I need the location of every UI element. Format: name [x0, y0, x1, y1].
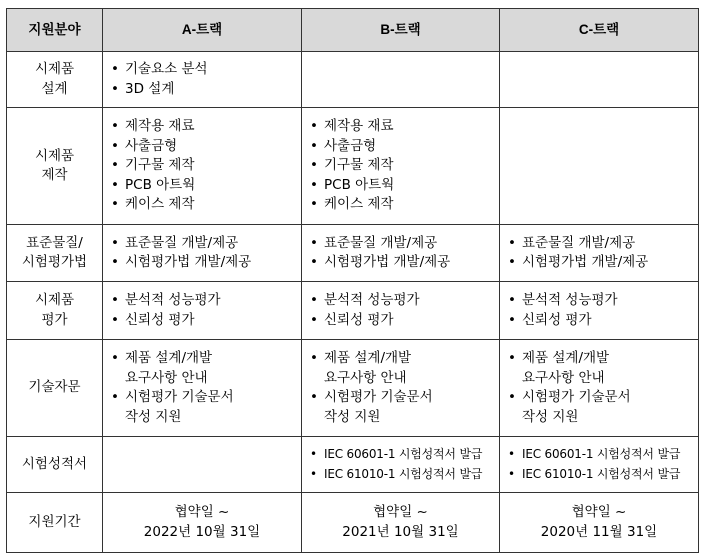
list-item: • 표준물질 개발/제공 [310, 234, 499, 254]
table-row [7, 52, 699, 108]
cell-track-b [302, 52, 500, 108]
list-item: • IEC 61010-1 시험성적서 발급 [508, 465, 698, 485]
row-label: 시제품 제작 [7, 108, 103, 225]
list-item: • 분석적 성능평가 [111, 291, 301, 311]
list-item: • IEC 60601-1 시험성적서 발급 [310, 445, 499, 465]
table-row [7, 108, 699, 225]
cell-track-b [302, 282, 500, 340]
list-item: • 신뢰성 평가 [111, 311, 301, 331]
list-item: • 시험평가법 개발/제공 [508, 253, 698, 273]
cell-track-a [103, 282, 302, 340]
table-row [7, 493, 699, 553]
cell-track-a [103, 437, 302, 493]
row-label: 시험성적서 [7, 437, 103, 493]
list-item: • 기구물 제작 [310, 156, 499, 176]
header-area: 지원분야 [7, 9, 103, 52]
cell-track-a [103, 108, 302, 225]
list-item: • PCB 아트웍 [111, 176, 301, 196]
header-track-b: B-트랙 [302, 9, 500, 52]
list-item: • IEC 61010-1 시험성적서 발급 [310, 465, 499, 485]
list-item: • 시험평가법 개발/제공 [310, 253, 499, 273]
period-track-c: 협약일 ~ 2020년 11월 31일 [500, 493, 699, 553]
cell-track-c [500, 52, 699, 108]
list-item: • 제작용 재료 [111, 117, 301, 137]
list-item: • 표준물질 개발/제공 [508, 234, 698, 254]
list-item: • 케이스 제작 [111, 195, 301, 215]
list-item: • 제품 설계/개발 요구사항 안내 [111, 349, 301, 388]
row-label: 지원기간 [7, 493, 103, 553]
period-track-b: 협약일 ~ 2021년 10월 31일 [302, 493, 500, 553]
row-label: 시제품 평가 [7, 282, 103, 340]
header-track-a: A-트랙 [103, 9, 302, 52]
cell-track-b [302, 225, 500, 282]
cell-track-c [500, 340, 699, 437]
table-row [7, 225, 699, 282]
cell-track-b [302, 437, 500, 493]
table-row [7, 340, 699, 437]
list-item: • 제작용 재료 [310, 117, 499, 137]
cell-track-c [500, 437, 699, 493]
list-item: • 분석적 성능평가 [508, 291, 698, 311]
cell-track-b [302, 108, 500, 225]
list-item: • 시험평가 기술문서 작성 지원 [508, 388, 698, 427]
row-label: 기술자문 [7, 340, 103, 437]
row-label: 표준물질/ 시험평가법 [7, 225, 103, 282]
list-item: • 시험평가 기술문서 작성 지원 [310, 388, 499, 427]
table-row [7, 282, 699, 340]
list-item: • 신뢰성 평가 [310, 311, 499, 331]
header-row [7, 9, 699, 52]
cell-track-c [500, 282, 699, 340]
list-item: • 사출금형 [111, 137, 301, 157]
list-item: • 케이스 제작 [310, 195, 499, 215]
list-item: • 기술요소 분석 [111, 60, 301, 80]
cell-track-c [500, 225, 699, 282]
list-item: • IEC 60601-1 시험성적서 발급 [508, 445, 698, 465]
list-item: • 제품 설계/개발 요구사항 안내 [508, 349, 698, 388]
support-track-table [6, 8, 699, 553]
cell-track-b [302, 340, 500, 437]
list-item: • 사출금형 [310, 137, 499, 157]
header-track-c: C-트랙 [500, 9, 699, 52]
cell-track-a [103, 340, 302, 437]
row-label: 시제품 설계 [7, 52, 103, 108]
list-item: • 기구물 제작 [111, 156, 301, 176]
list-item: • 표준물질 개발/제공 [111, 234, 301, 254]
list-item: • 3D 설계 [111, 80, 301, 100]
cell-track-a [103, 225, 302, 282]
list-item: • 신뢰성 평가 [508, 311, 698, 331]
cell-track-c [500, 108, 699, 225]
period-track-a: 협약일 ~ 2022년 10월 31일 [103, 493, 302, 553]
list-item: • 제품 설계/개발 요구사항 안내 [310, 349, 499, 388]
list-item: • 시험평가법 개발/제공 [111, 253, 301, 273]
list-item: • PCB 아트웍 [310, 176, 499, 196]
table-row [7, 437, 699, 493]
list-item: • 시험평가 기술문서 작성 지원 [111, 388, 301, 427]
cell-track-a [103, 52, 302, 108]
list-item: • 분석적 성능평가 [310, 291, 499, 311]
